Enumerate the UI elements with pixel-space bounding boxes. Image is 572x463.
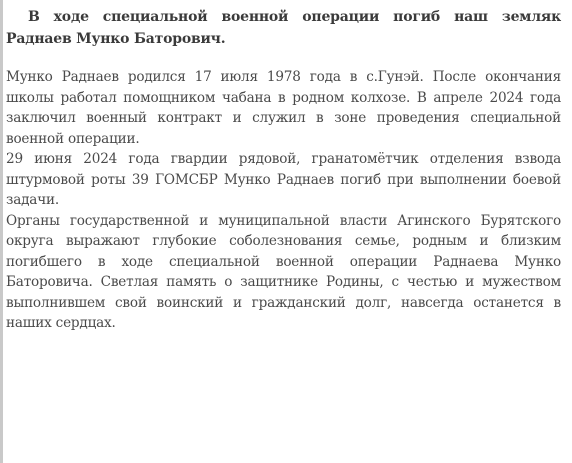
paragraph-condolences: Органы государственной и муниципальной власти Агинского Бурятского округа выражают глубокие соболезнования семье, родным и близким погибшего в ходе специальной военной операции Раднаева Мунко Баторовича. Светлая память о защитнике Родины, с честью и мужеством выполнившем свой воинский и гражданский долг, навсегда останется в наших сердцах. [6,212,561,331]
article-headline: В ходе специальной военной операции погиб наш земляк Раднаев Мунко Баторович. [6,9,561,47]
paragraph-death: 29 июня 2024 года гвардии рядовой, гранатомётчик отделения взвода штурмовой роты 39 ГОМСБР Мунко Раднаев погиб при выполнении боевой задачи. [6,151,561,208]
left-border-rule [0,0,3,463]
news-article [6,6,561,334]
paragraph-biography: Мунко Раднаев родился 17 июля 1978 года в с.Гунэй. После окончания школы работал помощником чабана в родном колхозе. В апреле 2024 года заключил военный контракт и служил в зоне проведения специальной военной операции. [6,69,561,147]
article-body [6,67,561,334]
